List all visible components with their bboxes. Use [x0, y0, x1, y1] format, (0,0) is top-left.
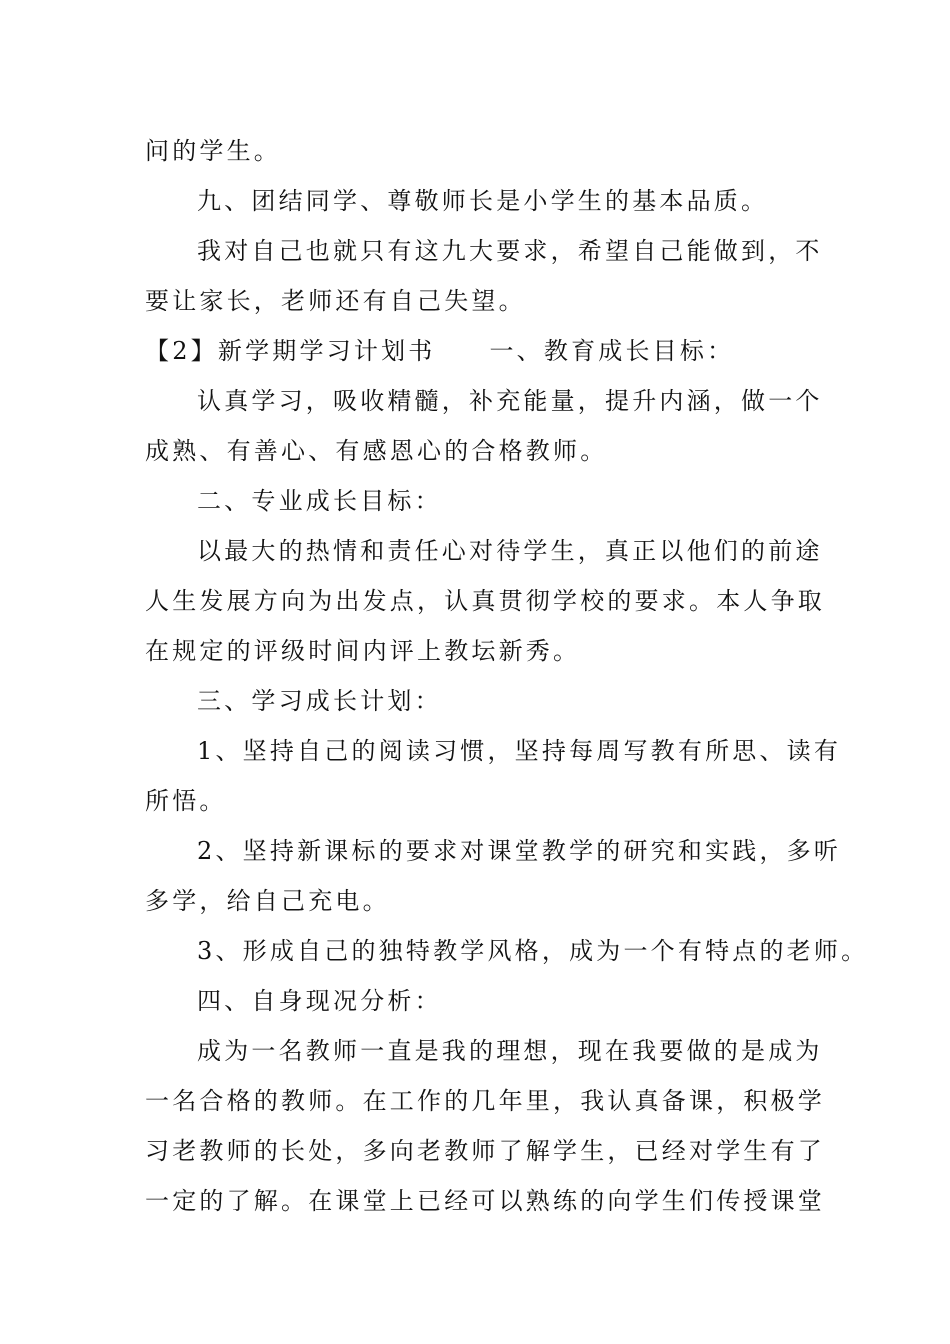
paragraph-line: 一定的了解。在课堂上已经可以熟练的向学生们传授课堂	[145, 1187, 825, 1215]
paragraph-line: 一名合格的教师。在工作的几年里，我认真备课，积极学	[145, 1087, 825, 1115]
section-heading	[145, 326, 807, 376]
paragraph-line: 3、形成自己的独特教学风格，成为一个有特点的老师。	[197, 937, 869, 965]
paragraph-line: 九、团结同学、尊敬师长是小学生的基本品质。	[197, 187, 769, 215]
paragraph-line: 人生发展方向为出发点，认真贯彻学校的要求。本人争取	[145, 587, 825, 615]
paragraph-line: 1、坚持自己的阅读习惯，坚持每周写教有所思、读有	[197, 737, 842, 765]
document-body	[145, 126, 869, 1226]
paragraph-line: 问的学生。	[145, 137, 281, 165]
paragraph-line: 成熟、有善心、有感恩心的合格教师。	[145, 437, 608, 465]
paragraph-heading: 四、自身现况分析：	[197, 987, 442, 1015]
paragraph-line: 要让家长，老师还有自己失望。	[145, 287, 526, 315]
paragraph-line: 习老教师的长处，多向老教师了解学生，已经对学生有了	[145, 1137, 825, 1165]
section-subtitle: 一、教育成长目标：	[489, 337, 735, 365]
paragraph-line: 多学，给自己充电。	[145, 887, 390, 915]
paragraph-line: 认真学习，吸收精髓，补充能量，提升内涵，做一个	[197, 387, 823, 415]
paragraph-line: 我对自己也就只有这九大要求，希望自己能做到，不	[197, 237, 823, 265]
paragraph-heading: 二、专业成长目标：	[197, 487, 442, 515]
paragraph-line: 在规定的评级时间内评上教坛新秀。	[145, 637, 581, 665]
paragraph-line: 2、坚持新课标的要求对课堂教学的研究和实践，多听	[197, 837, 842, 865]
paragraph-line: 以最大的热情和责任心对待学生，真正以他们的前途	[197, 537, 823, 565]
paragraph-line: 成为一名教师一直是我的理想，现在我要做的是成为	[197, 1037, 823, 1065]
paragraph-heading: 三、学习成长计划：	[197, 687, 442, 715]
section-title: 【2】新学期学习计划书	[145, 337, 436, 365]
paragraph-line: 所悟。	[145, 787, 227, 815]
